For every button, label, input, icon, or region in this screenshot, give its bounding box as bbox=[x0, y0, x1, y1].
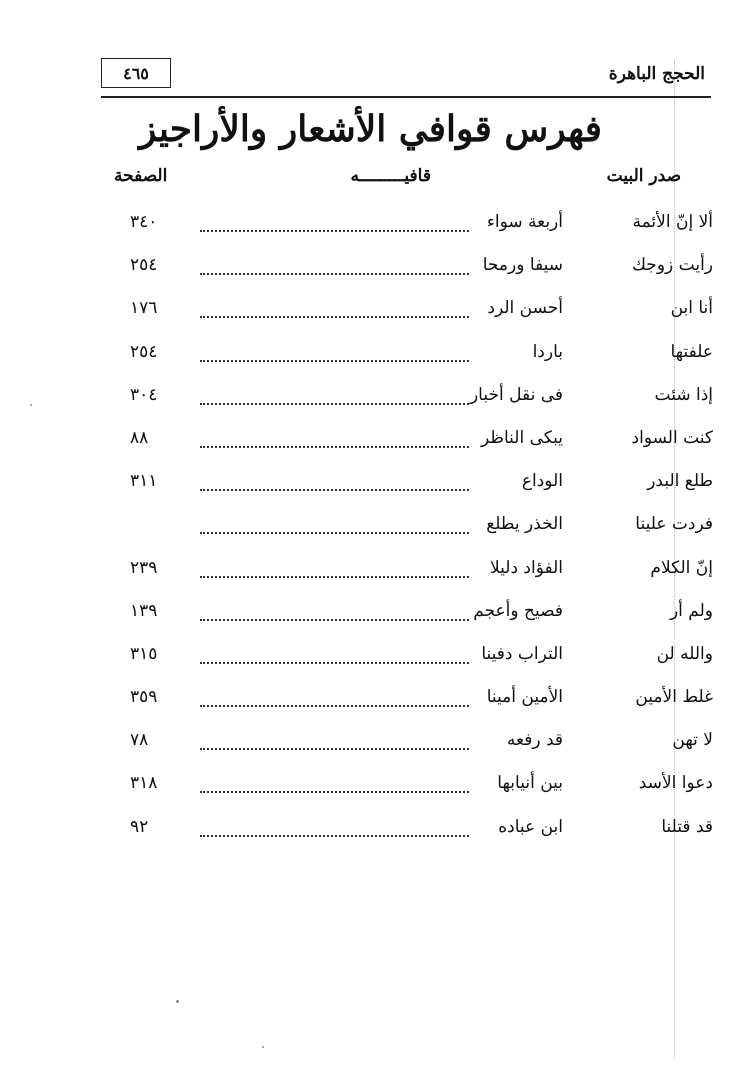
column-header-page: الصفحة bbox=[114, 166, 168, 186]
entry-rhyme: الأمين أمينا bbox=[486, 687, 563, 708]
column-header-rhyme: قافيـــــــــه bbox=[350, 166, 431, 186]
index-entry bbox=[0, 375, 741, 418]
entry-verse-start: أنا ابن bbox=[670, 298, 713, 319]
entry-page: ٣١٥ bbox=[130, 643, 158, 664]
scan-speck bbox=[30, 404, 32, 406]
dot-leader bbox=[200, 748, 469, 750]
entry-page: ٢٥٤ bbox=[130, 255, 158, 276]
running-title: الحجج الباهرة bbox=[608, 64, 705, 84]
index-entry bbox=[0, 807, 741, 850]
entry-page: ٣١٨ bbox=[130, 773, 158, 794]
entry-page: ١٣٩ bbox=[130, 600, 158, 621]
dot-leader bbox=[200, 446, 469, 448]
entry-rhyme: بين أنيابها bbox=[497, 773, 563, 794]
scan-speck bbox=[262, 1046, 264, 1048]
index-entry bbox=[0, 288, 741, 331]
page-number: ٤٦٥ bbox=[101, 58, 171, 88]
entry-verse-start: إذا شئت bbox=[654, 384, 713, 405]
entry-rhyme: سيفا ورمحا bbox=[482, 255, 563, 276]
entry-page: ٣٥٩ bbox=[130, 687, 158, 708]
dot-leader bbox=[200, 316, 469, 318]
entry-verse-start: ألا إنّ الأئمة bbox=[632, 212, 713, 232]
entry-page: ٢٣٩ bbox=[130, 557, 158, 578]
dot-leader bbox=[200, 705, 469, 707]
entry-verse-start: طلع البدر bbox=[647, 471, 713, 492]
entry-rhyme: الوداع bbox=[521, 471, 563, 492]
entry-verse-start: والله لن bbox=[656, 643, 713, 664]
index-entry bbox=[0, 634, 741, 677]
entry-rhyme: الخذر يطلع bbox=[486, 514, 563, 535]
scan-speck bbox=[176, 1000, 179, 1003]
entry-page: ٧٨ bbox=[130, 730, 149, 751]
entry-rhyme: ابن عباده bbox=[498, 816, 563, 837]
dot-leader bbox=[200, 662, 469, 664]
index-entry bbox=[0, 720, 741, 763]
dot-leader bbox=[200, 532, 469, 534]
index-entry bbox=[0, 548, 741, 591]
entry-page: ٨٨ bbox=[130, 427, 149, 448]
entry-rhyme: أحسن الرد bbox=[487, 298, 563, 319]
header-rule bbox=[101, 96, 711, 98]
index-entry bbox=[0, 677, 741, 720]
dot-leader bbox=[200, 835, 469, 837]
entry-rhyme: أربعة سواء bbox=[486, 212, 563, 232]
dot-leader bbox=[200, 619, 469, 621]
entry-page: ٩٢ bbox=[130, 816, 149, 837]
index-entry bbox=[0, 418, 741, 461]
entry-verse-start: كنت السواد bbox=[631, 427, 713, 448]
entry-rhyme: التراب دفينا bbox=[481, 643, 563, 664]
entry-verse-start: إنّ الكلام bbox=[650, 557, 713, 578]
index-entry bbox=[0, 591, 741, 634]
index-entry bbox=[0, 763, 741, 806]
entry-page: ٣٤٠ bbox=[130, 212, 158, 232]
entry-verse-start: علفتها bbox=[670, 341, 713, 362]
dot-leader bbox=[200, 791, 469, 793]
column-header-verse-start: صدر البيت bbox=[606, 166, 681, 186]
entry-verse-start: رأيت زوجك bbox=[631, 255, 713, 276]
dot-leader bbox=[200, 273, 469, 275]
index-entry bbox=[0, 332, 741, 375]
entry-rhyme: الفؤاد دليلا bbox=[489, 557, 563, 578]
index-entry bbox=[0, 504, 741, 547]
entry-rhyme: فى نقل أخبار bbox=[469, 384, 563, 405]
entry-rhyme: فصيح وأعجم bbox=[473, 600, 563, 621]
dot-leader bbox=[200, 403, 469, 405]
entry-verse-start: غلط الأمين bbox=[635, 687, 713, 708]
index-entry bbox=[0, 461, 741, 504]
entry-rhyme: باردا bbox=[532, 341, 563, 362]
index-entry bbox=[0, 202, 741, 245]
entry-page: ٢٥٤ bbox=[130, 341, 158, 362]
entry-page: ٣٠٤ bbox=[130, 384, 158, 405]
entry-verse-start: ولم أر bbox=[669, 600, 713, 621]
dot-leader bbox=[200, 576, 469, 578]
entry-verse-start: دعوا الأسد bbox=[638, 773, 713, 794]
index-entries bbox=[0, 202, 741, 850]
entry-page: ٣١١ bbox=[130, 471, 158, 492]
entry-verse-start: فردت علينا bbox=[635, 514, 713, 535]
entry-page: ١٧٦ bbox=[130, 298, 158, 319]
entry-verse-start: قد قتلنا bbox=[661, 816, 713, 837]
entry-verse-start: لا تهن bbox=[672, 730, 713, 751]
dot-leader bbox=[200, 230, 469, 232]
dot-leader bbox=[200, 489, 469, 491]
dot-leader bbox=[200, 360, 469, 362]
index-entry bbox=[0, 245, 741, 288]
index-title: فهرس قوافي الأشعار والأراجيز bbox=[139, 108, 602, 150]
entry-rhyme: قد رفعه bbox=[506, 730, 563, 751]
entry-rhyme: يبكى الناظر bbox=[481, 427, 563, 448]
